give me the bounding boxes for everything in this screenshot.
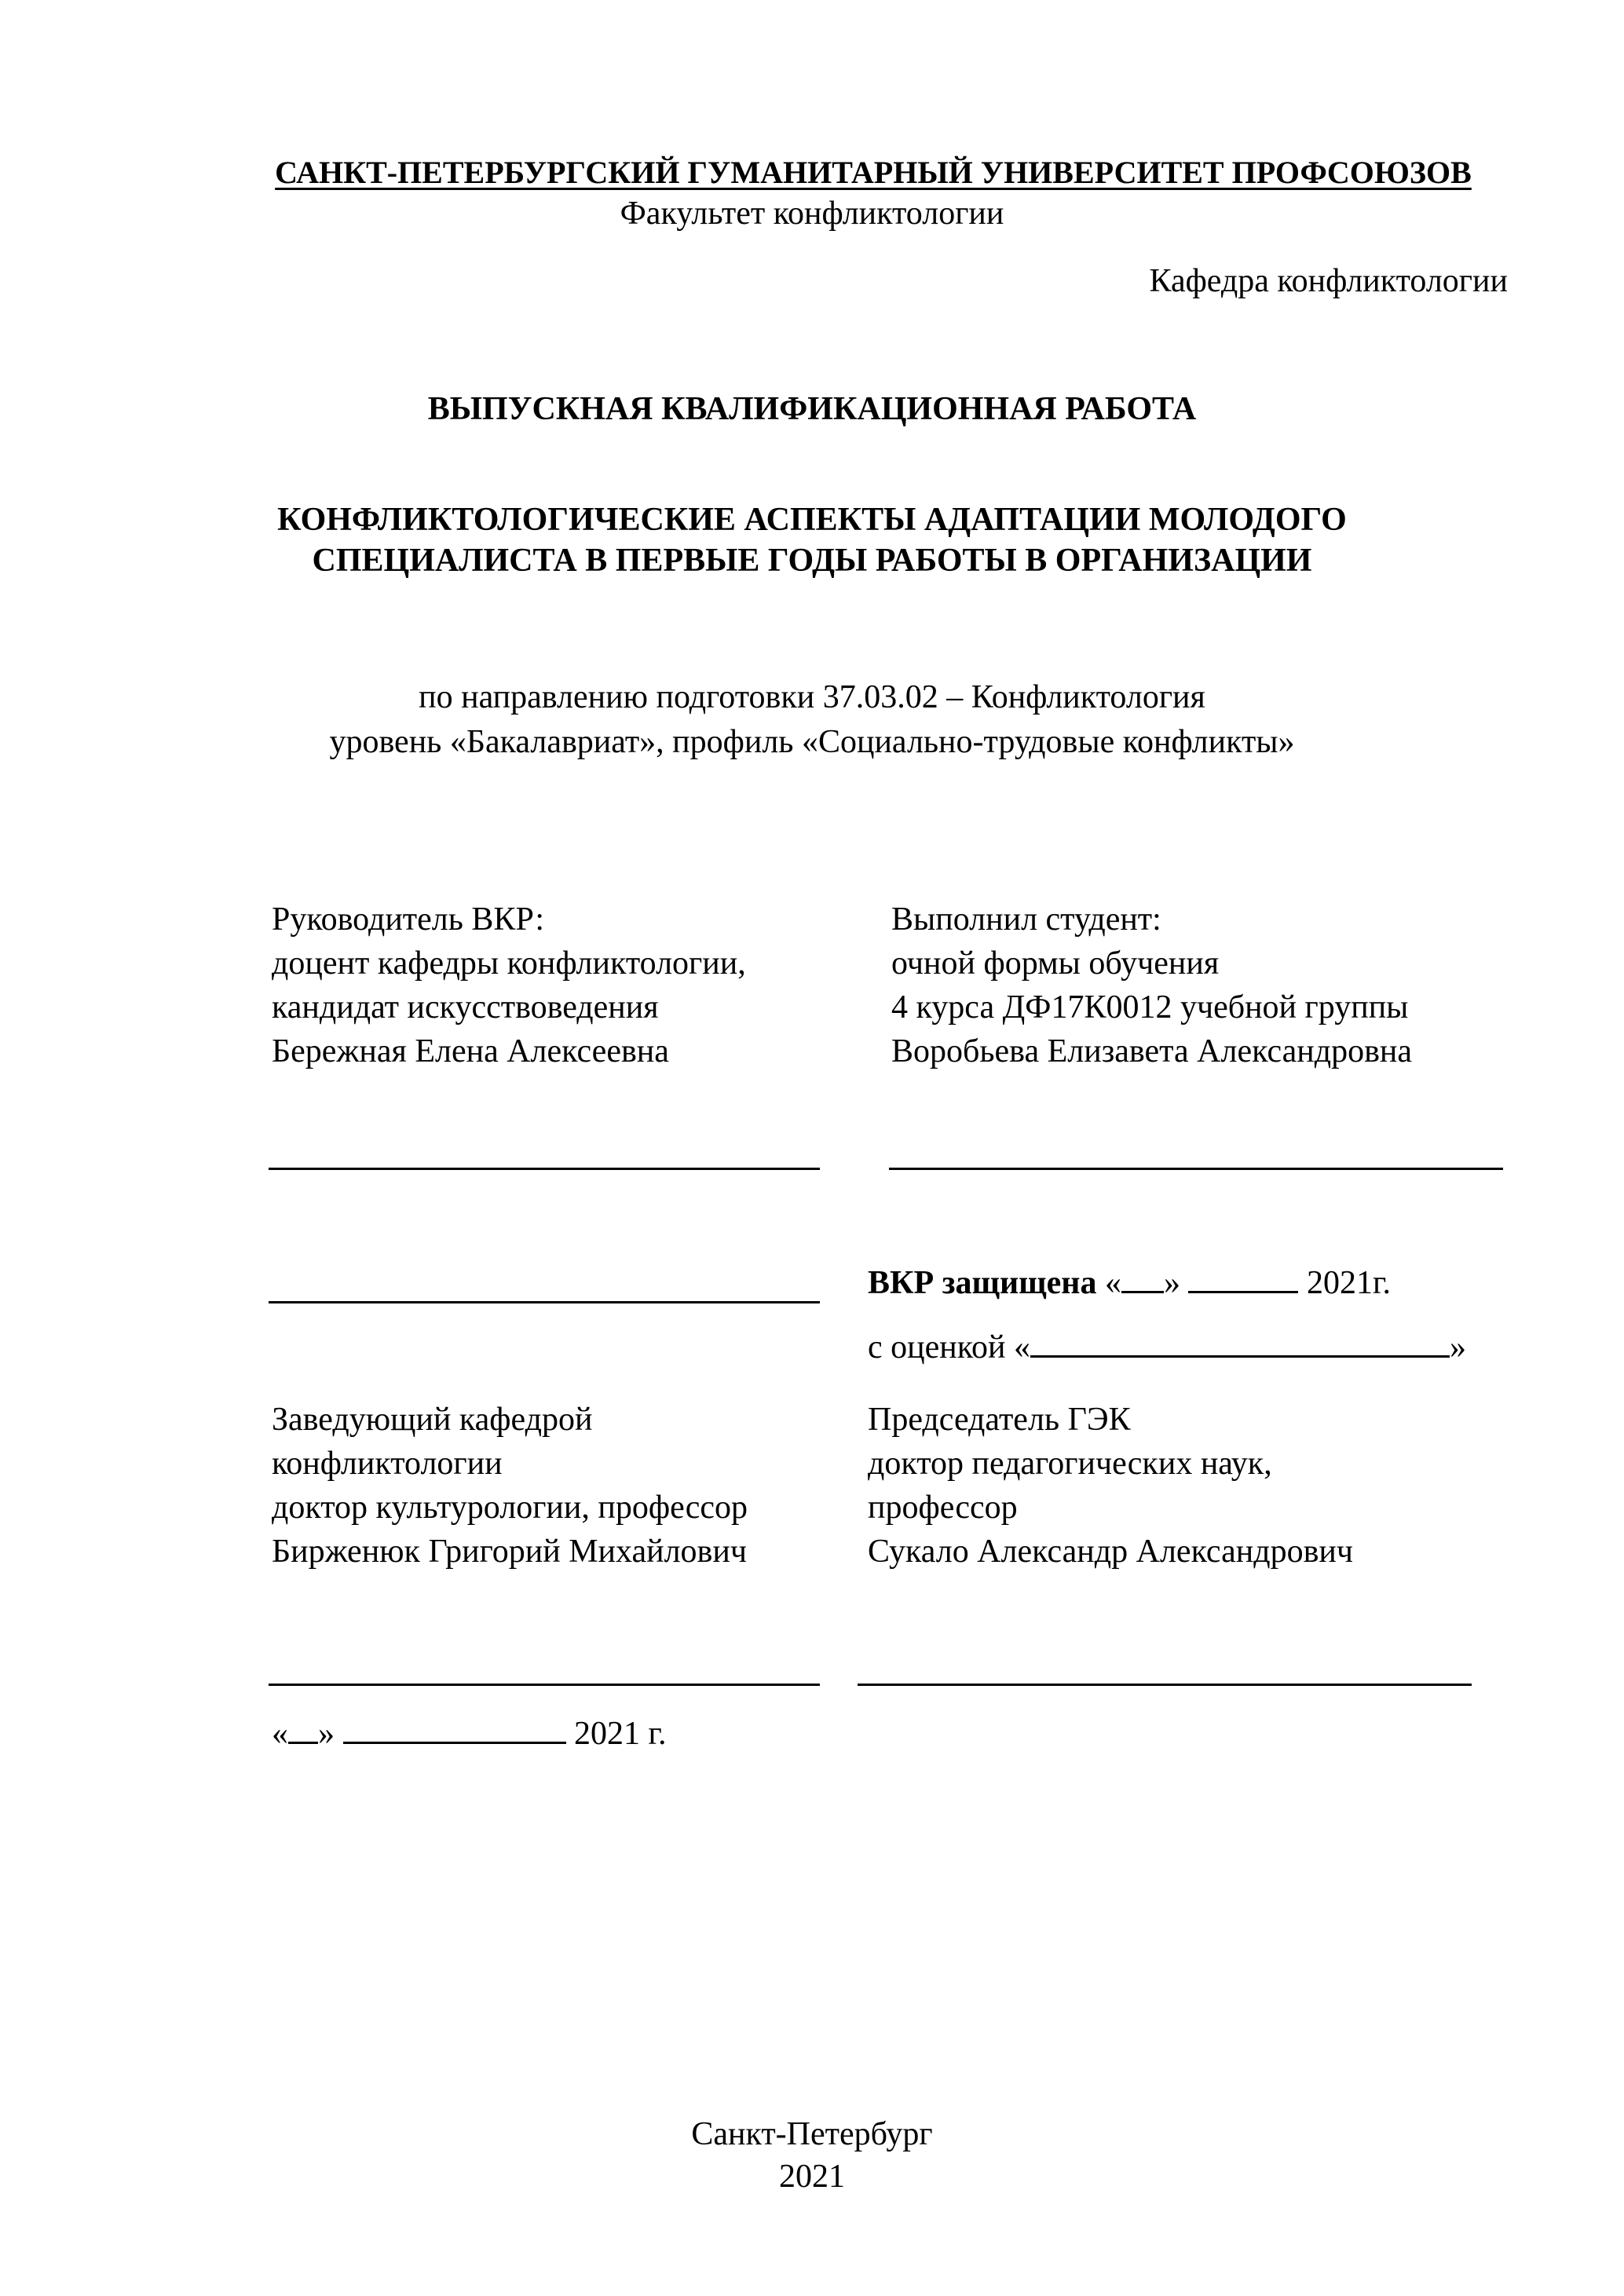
chair-signature-line (858, 1684, 1472, 1686)
date-year: 2021 г. (574, 1716, 667, 1752)
head-position-1: Заведующий кафедрой (272, 1402, 593, 1438)
grade-blank (1030, 1327, 1450, 1358)
city: Санкт-Петербург (691, 2116, 933, 2152)
supervisor-position: доцент кафедры конфликтологии, (272, 945, 746, 982)
grade-suffix: » (1450, 1329, 1466, 1366)
defense-open-quote: « (1104, 1265, 1121, 1301)
head-of-department-block (272, 1398, 748, 1574)
date-day-blank (288, 1713, 318, 1744)
approval-date-line (272, 1712, 667, 1756)
chair-position: Председатель ГЭК (868, 1402, 1131, 1438)
department-name: Кафедра конфликтологии (1149, 263, 1508, 299)
student-name: Воробьева Елизавета Александровна (891, 1033, 1413, 1069)
head-degree: доктор культурологии, профессор (272, 1490, 748, 1526)
head-position-2: конфликтологии (272, 1446, 503, 1482)
student-study-form: очной формы обучения (891, 945, 1220, 982)
faculty-name: Факультет конфликтологии (620, 196, 1004, 232)
defense-date-line (868, 1261, 1391, 1305)
student-label: Выполнил студент: (891, 901, 1161, 938)
year: 2021 (779, 2159, 845, 2195)
direction-line-1: по направлению подготовки 37.03.02 – Конфликтология (419, 679, 1205, 715)
defense-grade-line (868, 1325, 1466, 1369)
work-type: ВЫПУСКНАЯ КВАЛИФИКАЦИОННАЯ РАБОТА (427, 391, 1197, 427)
date-open-quote: « (272, 1716, 288, 1752)
supervisor-label: Руководитель ВКР: (272, 901, 545, 938)
head-signature-line (269, 1684, 820, 1686)
supervisor-signature-line (269, 1168, 820, 1170)
supervisor-name: Бережная Елена Алексеевна (272, 1033, 669, 1069)
chair-title: профессор (868, 1490, 1018, 1526)
student-signature-line (889, 1168, 1503, 1170)
commission-chair-block (868, 1398, 1353, 1574)
supervisor-degree: кандидат искусствоведения (272, 989, 659, 1026)
defense-close-quote: » (1163, 1265, 1180, 1301)
defense-day-blank (1121, 1263, 1164, 1293)
date-month-blank (343, 1713, 566, 1744)
defense-year: 2021г. (1306, 1265, 1391, 1301)
defense-month-blank (1188, 1263, 1298, 1293)
admission-signature-line (269, 1301, 820, 1303)
supervisor-block (272, 898, 746, 1073)
university-name: САНКТ-ПЕТЕРБУРГСКИЙ ГУМАНИТАРНЫЙ УНИВЕРСИТЕТ ПРОФСОЮЗОВ (275, 155, 1472, 190)
grade-prefix: с оценкой « (868, 1329, 1030, 1366)
defense-label: ВКР защищена (868, 1265, 1097, 1301)
date-close-quote: » (318, 1716, 335, 1752)
chair-degree: доктор педагогических наук, (868, 1446, 1272, 1482)
direction-line-2: уровень «Бакалавриат», профиль «Социально-трудовые конфликты» (329, 724, 1295, 760)
student-block (891, 898, 1412, 1073)
chair-name: Сукало Александр Александрович (868, 1534, 1354, 1570)
thesis-title-line-2: СПЕЦИАЛИСТА В ПЕРВЫЕ ГОДЫ РАБОТЫ В ОРГАНИЗАЦИИ (312, 543, 1312, 579)
student-group: 4 курса ДФ17К0012 учебной группы (891, 989, 1409, 1026)
head-name: Бирженюк Григорий Михайлович (272, 1534, 747, 1570)
thesis-title-line-1: КОНФЛИКТОЛОГИЧЕСКИЕ АСПЕКТЫ АДАПТАЦИИ МОЛОДОГО (277, 502, 1347, 538)
